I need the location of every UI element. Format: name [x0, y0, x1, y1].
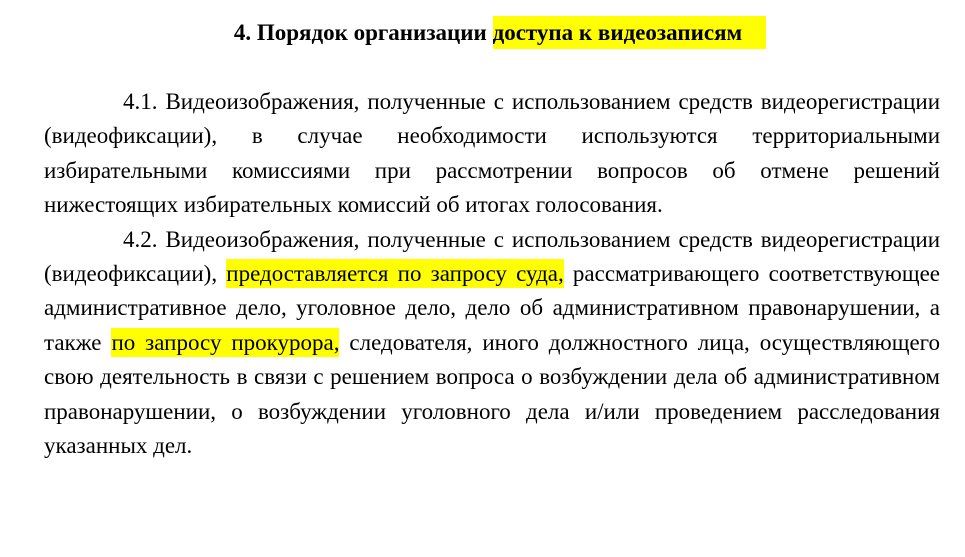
heading-highlighted-text: доступа к видеозаписям [493, 16, 767, 49]
paragraph-4-2-text-part3: следователя, иного должностного лица, осуществляющего свою деятельность в связи с решением вопроса о возбуждении дела об административном правонарушении, о возбуждении уголовного дела и/или проведением расследования указанных дел. [44, 329, 941, 459]
document-body [44, 85, 940, 463]
paragraph-4-2-text-part1: Видеоизображения, полученные с использованием средств видеорегистрации (видеофиксации), [44, 226, 941, 287]
paragraph-4-2-text-part2: рассматривающего соответствующее административное дело, уголовное дело, дело об административном правонарушении, а также [44, 261, 940, 355]
paragraph-4-1 [44, 85, 940, 223]
heading-plain-text: 4. Порядок организации [233, 20, 493, 45]
paragraph-4-2-highlight-prosecutor: по запросу прокурора, [111, 329, 340, 355]
paragraph-4-1-number: 4.1. [123, 89, 166, 114]
paragraph-4-1-text: Видеоизображения, полученные с использованием средств видеорегистрации (видеофиксации), в случае необходимости используются территориальными избирательными комиссиями при рассмотрении вопросов об отмене решений нижестоящих избирательных комиссий об итогах голосования. [44, 89, 941, 218]
paragraph-4-2 [44, 223, 940, 464]
section-heading [0, 16, 965, 50]
paragraph-4-2-number: 4.2. [123, 226, 166, 252]
paragraph-4-2-highlight-court: предоставляется по запросу суда, [226, 261, 564, 287]
